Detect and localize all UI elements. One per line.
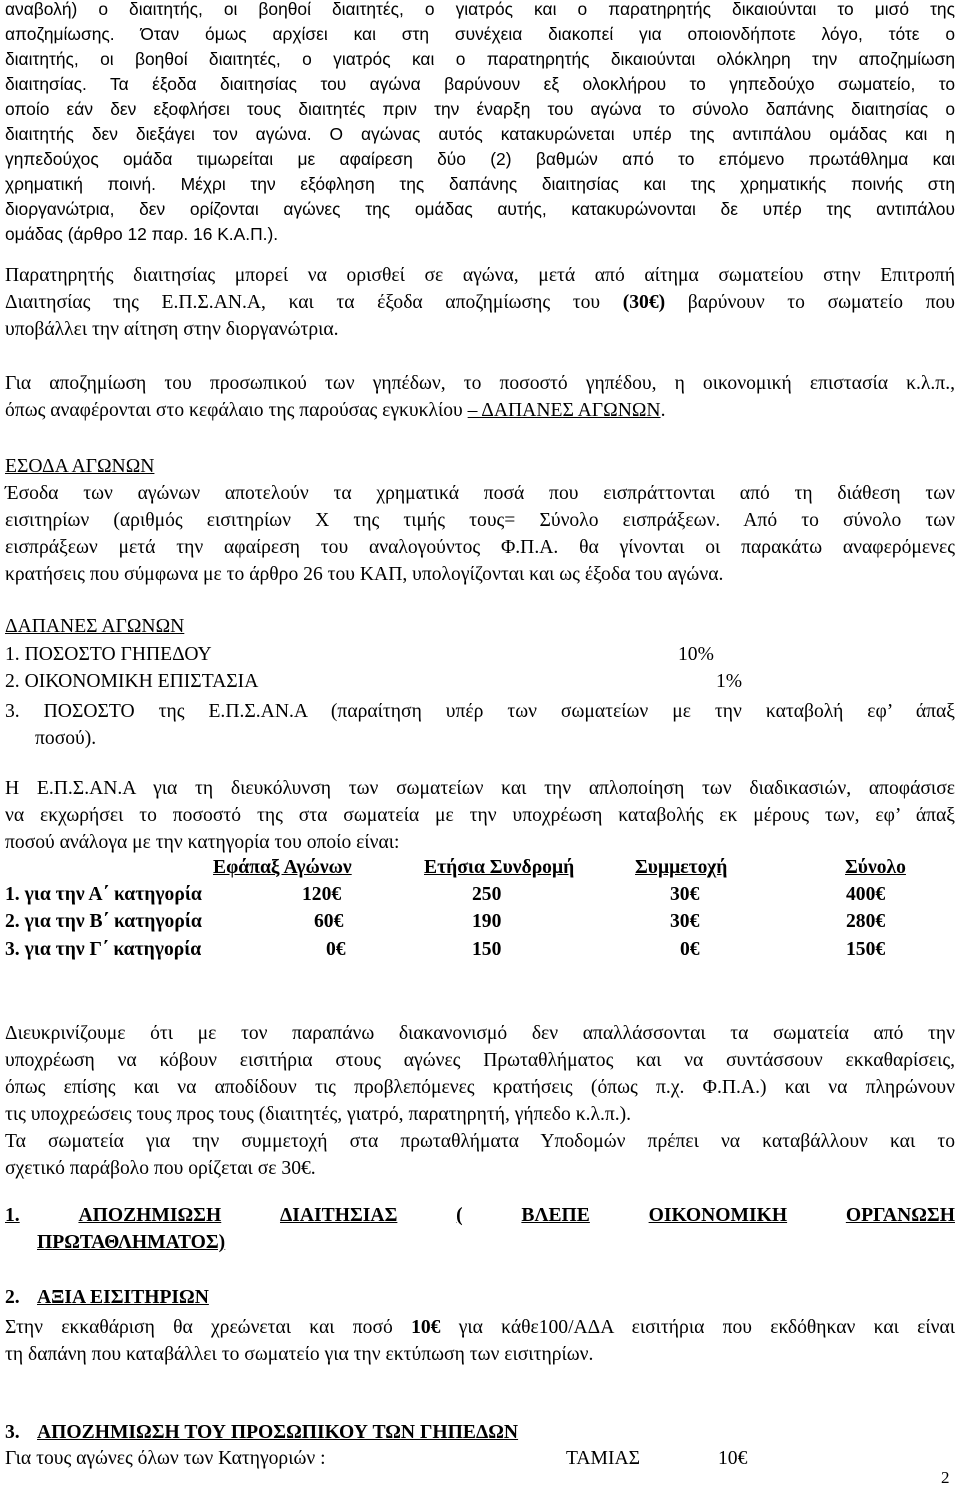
section1-heading bbox=[5, 1205, 955, 1227]
table-cell: 250 bbox=[472, 884, 502, 905]
heading-word: 1. bbox=[5, 1205, 20, 1226]
text-line: σχετικό παράβολο που ορίζεται σε 30€. bbox=[5, 1158, 316, 1179]
table-cell: 30€ bbox=[670, 884, 700, 905]
table-cell: 60€ bbox=[314, 911, 344, 932]
text-line: Η Ε.Π.Σ.ΑΝ.Α για τη διευκόλυνση των σωματείων και την απλοποίηση των διαδικασιών, αποφάσισε bbox=[5, 778, 955, 799]
section-reference: – ΔΑΠΑΝΕΣ ΑΓΩΝΩΝ bbox=[467, 400, 661, 421]
table-cell: 190 bbox=[472, 911, 502, 932]
heading-word: ΟΡΓΑΝΩΣΗ bbox=[845, 1205, 955, 1226]
fee-amount: (30€) bbox=[622, 292, 666, 313]
table-row-label: 3. για την Γ΄ κατηγορία bbox=[5, 939, 202, 960]
expense-item-label: 1. ΠΟΣΟΣΤΟ ΓΗΠΕΔΟΥ bbox=[5, 644, 212, 665]
table-cell: 150 bbox=[472, 939, 502, 960]
heading-word: ΔΙΑΙΤΗΣΙΑΣ bbox=[279, 1205, 398, 1226]
text-line: τη δαπάνη που καταβάλλει το σωματείο για την εκτύπωση των εισιτηρίων. bbox=[5, 1344, 594, 1365]
staff-row-amount: 10€ bbox=[718, 1448, 748, 1469]
table-row-label: 2. για την Β΄ κατηγορία bbox=[5, 911, 202, 932]
section2-heading: ΑΞΙΑ ΕΙΣΙΤΗΡΙΩΝ bbox=[37, 1287, 209, 1308]
text-line: αποζημίωσης. Όταν όμως αρχίσει και στη συνέχεια διακοπεί για οποιονδήποτε λόγο, τότε ο bbox=[5, 24, 955, 44]
text-line: υποβάλλει την αίτηση στην διοργανώτρια. bbox=[5, 319, 339, 340]
text-span: . bbox=[660, 400, 666, 421]
text-line: Διευκρινίζουμε ότι με τον παραπάνω διακανονισμό δεν απαλλάσσονται τα σωματεία από την bbox=[5, 1023, 955, 1044]
clarify-paragraph bbox=[5, 1020, 955, 1182]
text-span: Στην εκκαθάριση θα χρεώνεται και ποσό bbox=[5, 1317, 412, 1338]
text-span: όπως αναφέρονται στο κεφάλαιο της παρούσας εγκυκλίου bbox=[5, 400, 468, 421]
table-cell: 400€ bbox=[846, 884, 886, 905]
table-cell: 120€ bbox=[302, 884, 342, 905]
heading-word: ΑΠΟΖΗΜΙΩΣΗ bbox=[78, 1205, 222, 1226]
table-cell: 30€ bbox=[670, 911, 700, 932]
heading-word: ( bbox=[456, 1205, 463, 1226]
section-heading: ΔΑΠΑΝΕΣ ΑΓΩΝΩΝ bbox=[5, 616, 185, 637]
expense-item-3 bbox=[5, 698, 955, 752]
text-line: διαιτητής, οι βοηθοί διαιτητές, ο γιατρός και ο παρατηρητής δικαιούνται ολόκληρη την αποζημίωση bbox=[5, 49, 955, 69]
section-number: 3. bbox=[5, 1422, 20, 1443]
text-line: αναβολή) ο διαιτητής, οι βοηθοί διαιτητές, ο γιατρός και ο παρατηρητής δικαιούνται το μισό της bbox=[5, 0, 955, 19]
section-number: 2. bbox=[5, 1287, 20, 1308]
text-line: ομάδας (άρθρο 12 παρ. 16 Κ.Α.Π.). bbox=[5, 224, 279, 244]
staff-row-role: ΤΑΜΙΑΣ bbox=[566, 1448, 641, 1469]
text-line bbox=[5, 1314, 955, 1341]
heading-word: ΟΙΚΟΝΟΜΙΚΗ bbox=[648, 1205, 788, 1226]
section2-body bbox=[5, 1314, 955, 1368]
income-section bbox=[5, 453, 955, 588]
text-line: οποίο εάν δεν εξοφλήσει τους διαιτητές πριν την έναρξη του αγώνα το σύνολο δαπάνης διαιτησίας ο bbox=[5, 99, 955, 119]
text-span: βαρύνουν το σωματείο που bbox=[665, 292, 955, 313]
text-line: 3. ΠΟΣΟΣΤΟ της Ε.Π.Σ.ΑΝ.Α (παραίτηση υπέρ των σωματείων με την καταβολή εφ’ άπαξ bbox=[5, 701, 955, 722]
text-line: διαιτησίας. Τα έξοδα διαιτησίας του αγώνα βαρύνουν εξ ολοκλήρου το γηπεδούχο σωματείο, το bbox=[5, 74, 955, 94]
table-header: Σύνολο bbox=[845, 857, 906, 878]
text-span: για κάθε100/ΑΔΑ εισιτήρια που εκδόθηκαν και είναι bbox=[440, 1317, 955, 1338]
text-line: διαιτητής δεν διεξάγει τον αγώνα. Ο αγώνας αυτός κατακυρώνεται υπέρ της αντιπάλου ομάδας και η bbox=[5, 124, 955, 144]
section1-heading-cont: ΠΡΩΤΑΘΛΗΜΑΤΟΣ) bbox=[37, 1232, 226, 1253]
text-line: όπως επίσης και να αποδίδουν τις προβλεπόμενες κρατήσεις (όπως π.χ. Φ.Π.Α.) και να πληρώνουν bbox=[5, 1077, 955, 1098]
table-cell: 150€ bbox=[846, 939, 886, 960]
text-line: κρατήσεις που σύμφωνα με το άρθρο 26 του ΚΑΠ, υπολογίζονται και ως έξοδα του αγώνα. bbox=[5, 564, 724, 585]
table-cell: 0€ bbox=[680, 939, 700, 960]
ticket-fee: 10€ bbox=[411, 1317, 441, 1338]
section3-heading: ΑΠΟΖΗΜΙΩΣΗ ΤΟΥ ΠΡΟΣΩΠΙΚΟΥ ΤΩΝ ΓΗΠΕΔΩΝ bbox=[37, 1422, 519, 1443]
text-line: να εκχωρήσει το ποσοστό της στα σωματεία με την υποχρέωση καταβολής εκ μέρους των, εφ’ άπαξ bbox=[5, 805, 955, 826]
text-line: Έσοδα των αγώνων αποτελούν τα χρηματικά ποσά που εισπράττονται από τη διάθεση των bbox=[5, 483, 955, 504]
text-line: Παρατηρητής διαιτησίας μπορεί να ορισθεί σε αγώνα, μετά από αίτημα σωματείου στην Επιτροπή bbox=[5, 265, 955, 286]
text-line: ποσού ανάλογα με την κατηγορία του οποίο είναι: bbox=[5, 832, 400, 853]
text-line: χρηματική ποινή. Μέχρι την εξόφληση της δαπάνης διαιτησίας και της χρηματικής ποινής στη bbox=[5, 174, 955, 194]
text-line: ποσού). bbox=[35, 728, 97, 749]
staff-paragraph bbox=[5, 370, 955, 424]
observer-paragraph bbox=[5, 262, 955, 343]
text-line: υποχρέωση να κόβουν εισιτήρια στους αγώνες Πρωταθλήματος και να συντάσσουν εκκαθαρίσεις, bbox=[5, 1050, 955, 1071]
text-line: εισιτηρίων (αριθμός εισιτηρίων Χ της τιμής τους= Σύνολο εισπράξεων. Από το σύνολο των bbox=[5, 510, 955, 531]
text-line: Τα σωματεία για την συμμετοχή στα πρωταθλήματα Υποδομών πρέπει να καταβάλλουν και το bbox=[5, 1131, 955, 1152]
text-line: τις υποχρεώσεις τους προς τους (διαιτητές, γιατρό, παρατηρητή, γήπεδο κ.λ.π.). bbox=[5, 1104, 632, 1125]
table-cell: 280€ bbox=[846, 911, 886, 932]
table-cell: 0€ bbox=[326, 939, 346, 960]
union-paragraph bbox=[5, 775, 955, 856]
intro-paragraph bbox=[5, 0, 955, 247]
expense-item-value: 10% bbox=[678, 644, 714, 665]
table-row-label: 1. για την Α΄ κατηγορία bbox=[5, 884, 202, 905]
text-line bbox=[5, 397, 955, 424]
table-header: Εφάπαξ Αγώνων bbox=[213, 857, 352, 878]
page-number: 2 bbox=[941, 1468, 950, 1487]
table-header: Συμμετοχή bbox=[635, 857, 728, 878]
text-line: εισπράξεων μετά την αφαίρεση του αναλογούντος Φ.Π.Α. θα γίνονται οι παρακάτω αναφερόμενες bbox=[5, 537, 955, 558]
text-line: γηπεδούχος ομάδα τιμωρείται με αφαίρεση δύο (2) βαθμών από το επόμενο πρωτάθλημα και bbox=[5, 149, 955, 169]
section-heading: ΕΣΟΔΑ ΑΓΩΝΩΝ bbox=[5, 456, 155, 477]
text-line: Για αποζημίωση του προσωπικού των γηπέδων, το ποσοστό γηπέδου, η οικονομική επιστασία κ.λ.π., bbox=[5, 373, 955, 394]
staff-row-label: Για τους αγώνες όλων των Κατηγοριών : bbox=[5, 1448, 326, 1469]
expense-item-value: 1% bbox=[716, 671, 743, 692]
table-header: Ετήσια Συνδρομή bbox=[424, 857, 575, 878]
text-span: Διαιτησίας της Ε.Π.Σ.ΑΝ.Α, και τα έξοδα αποζημίωσης του bbox=[5, 292, 623, 313]
heading-word: ΒΛΕΠΕ bbox=[521, 1205, 590, 1226]
text-line: διοργανώτρια, δεν ορίζονται αγώνες της ομάδας αυτής, κατακυρώνονται δε υπέρ της αντιπάλου bbox=[5, 199, 955, 219]
expense-item-label: 2. ΟΙΚΟΝΟΜΙΚΗ ΕΠΙΣΤΑΣΙΑ bbox=[5, 671, 259, 692]
text-line bbox=[5, 289, 955, 316]
